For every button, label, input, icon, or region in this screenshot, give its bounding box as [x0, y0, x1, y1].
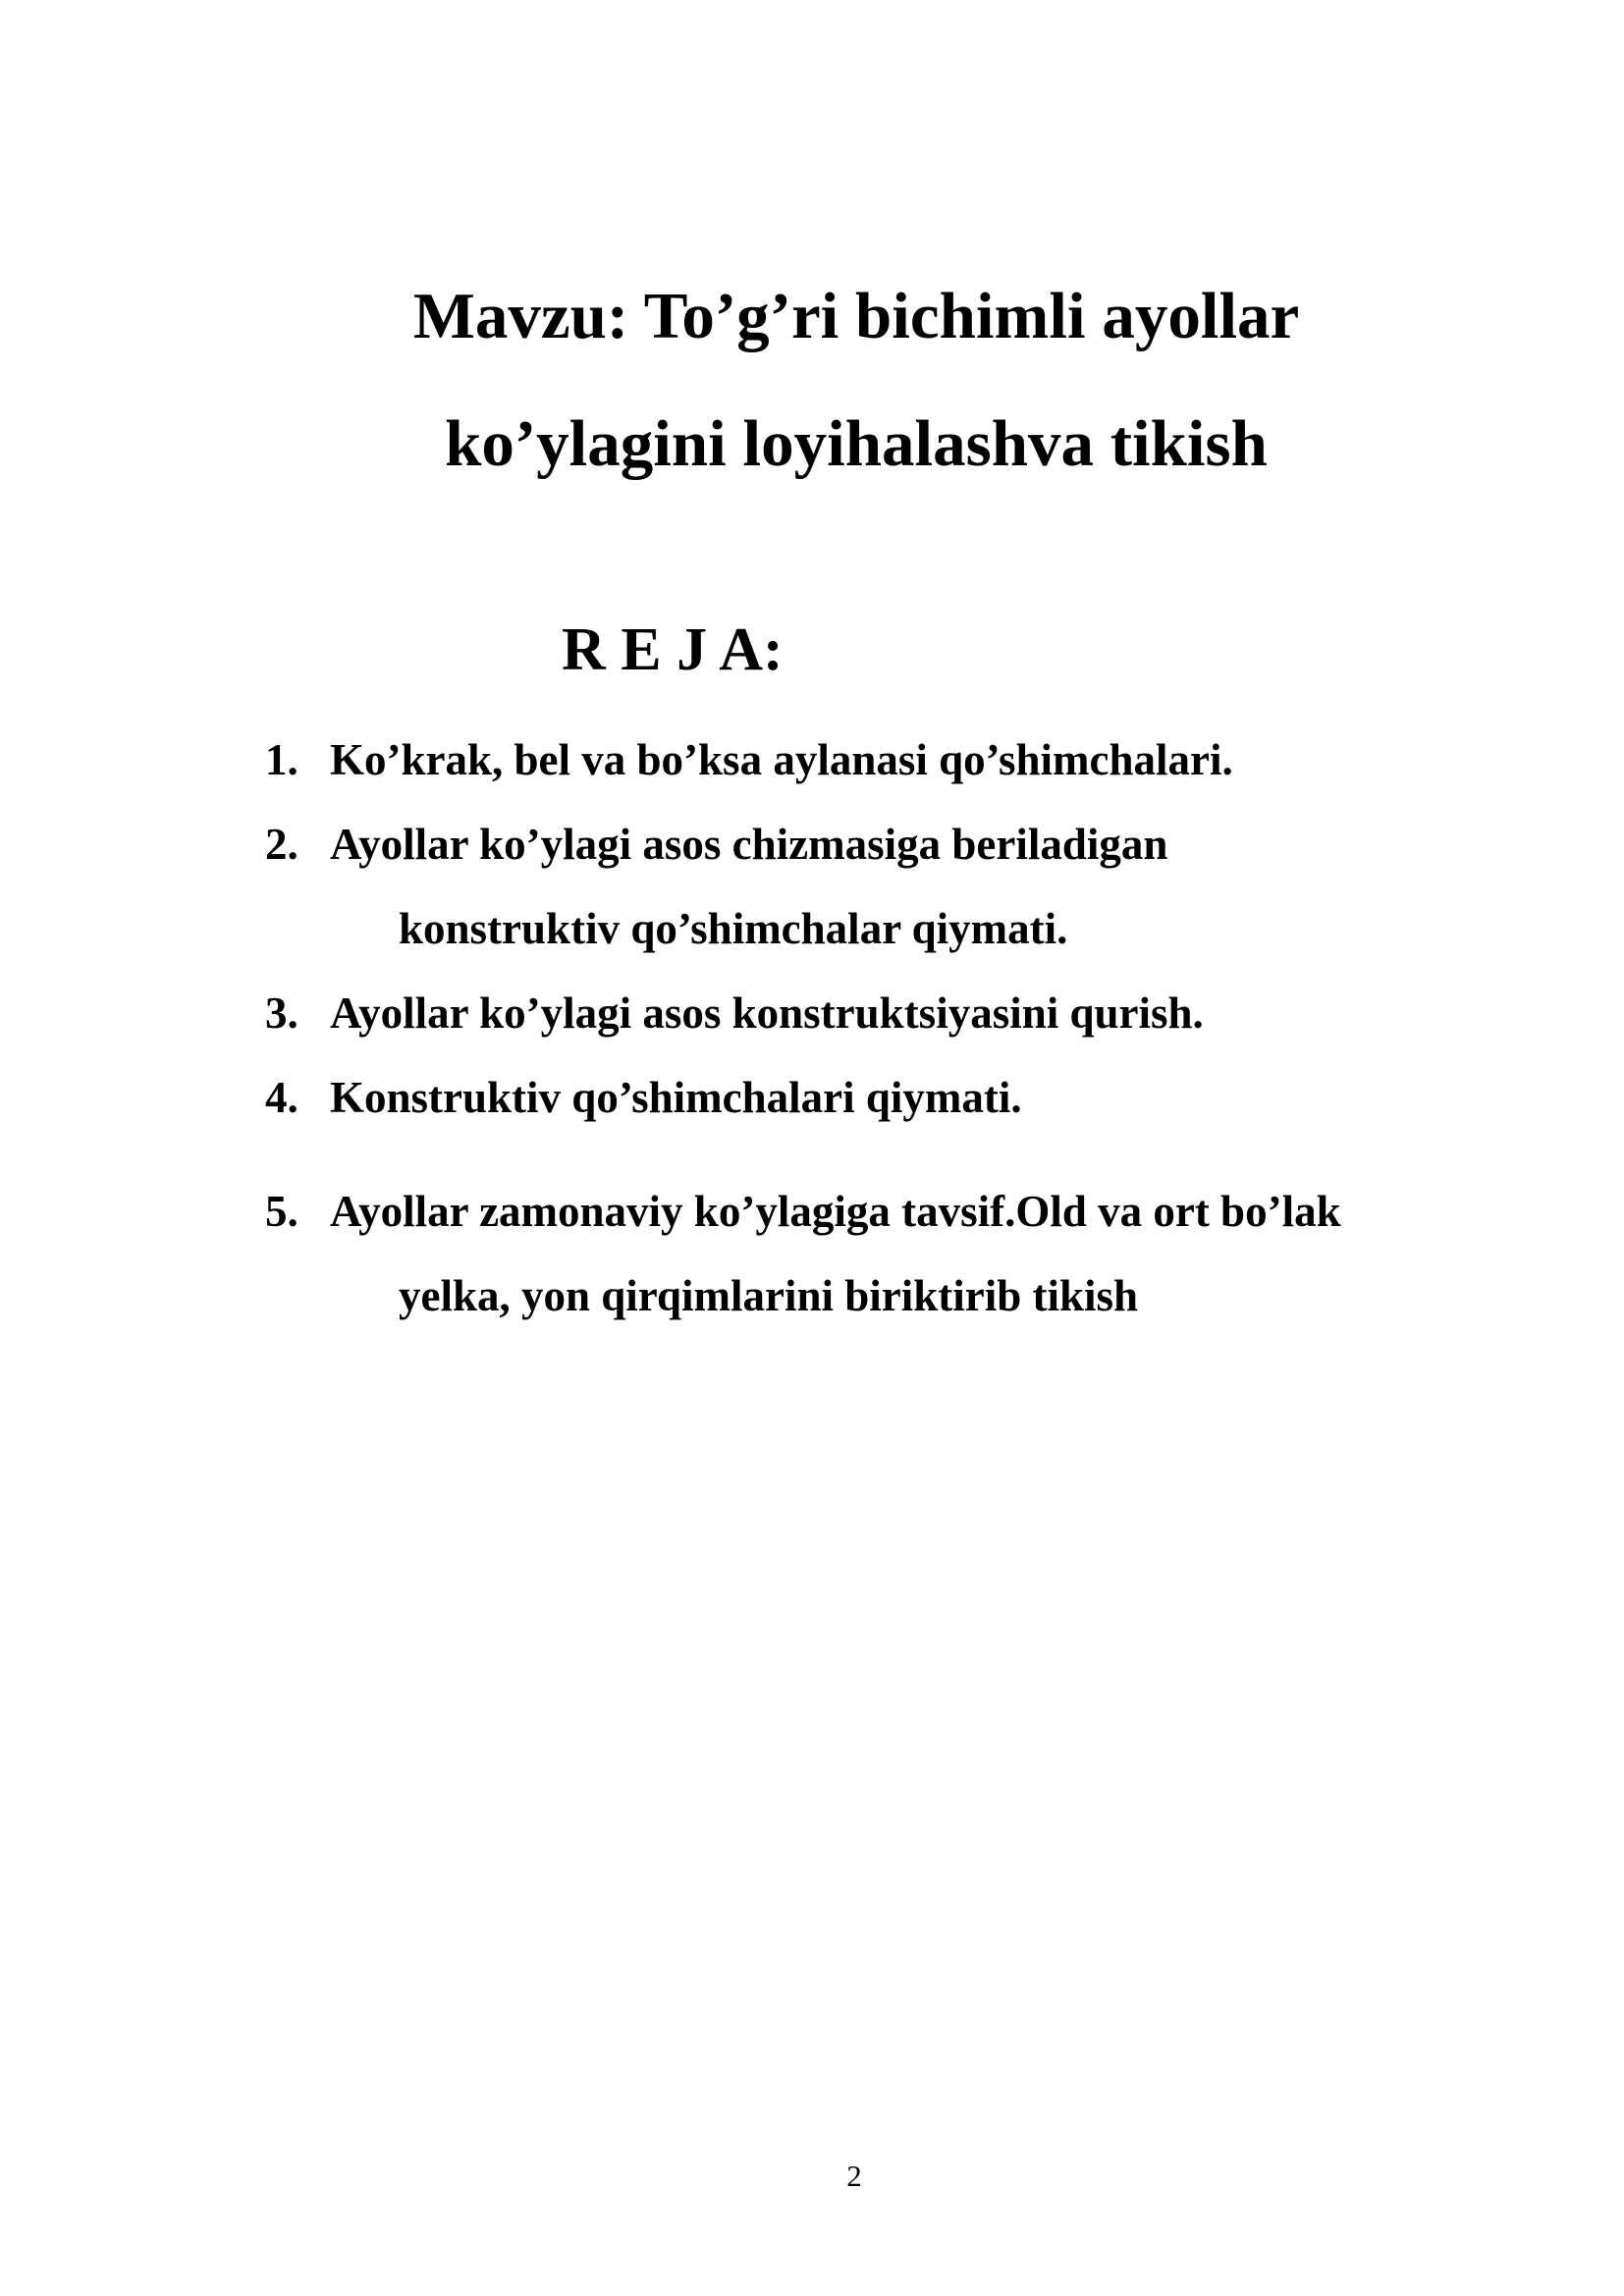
plan-item-number: 3. — [265, 988, 298, 1038]
plan-item-text: Ayollar ko’ylagi asos chizmasiga beriladigan — [330, 820, 1168, 869]
page-number: 2 — [846, 2159, 862, 2193]
plan-item-number: 1. — [265, 735, 298, 784]
plan-heading: R E J A: — [562, 616, 784, 683]
plan-item-text: Ko’krak, bel va bo’ksa aylanasi qo’shimchalari. — [330, 735, 1233, 784]
plan-item-text: Ayollar ko’ylagi asos konstruktsiyasini qurish. — [330, 988, 1204, 1038]
plan-item-text: Konstruktiv qo’shimchalari qiymati. — [330, 1073, 1022, 1122]
plan-item-3 — [265, 986, 1204, 1041]
plan-item-number: 2. — [265, 820, 298, 869]
plan-item-4 — [265, 1070, 1022, 1125]
plan-item-2-continuation: konstruktiv qo’shimchalar qiymati. — [399, 904, 1068, 953]
topic-title-line-1: Mavzu: To’g’ri bichimli ayollar — [412, 280, 1300, 352]
plan-item-number: 4. — [265, 1073, 298, 1122]
plan-item-1 — [265, 732, 1233, 787]
plan-item-2 — [265, 817, 1167, 872]
plan-item-5-continuation: yelka, yon qirqimlarini biriktirib tikish — [399, 1271, 1139, 1320]
plan-item-text: Ayollar zamonaviy ko’ylagiga tavsif.Old va ort bo’lak — [330, 1187, 1341, 1236]
plan-item-number: 5. — [265, 1187, 298, 1236]
topic-title-line-2: ko’ylagini loyihalashva tikish — [445, 407, 1268, 480]
plan-item-5 — [265, 1184, 1341, 1239]
